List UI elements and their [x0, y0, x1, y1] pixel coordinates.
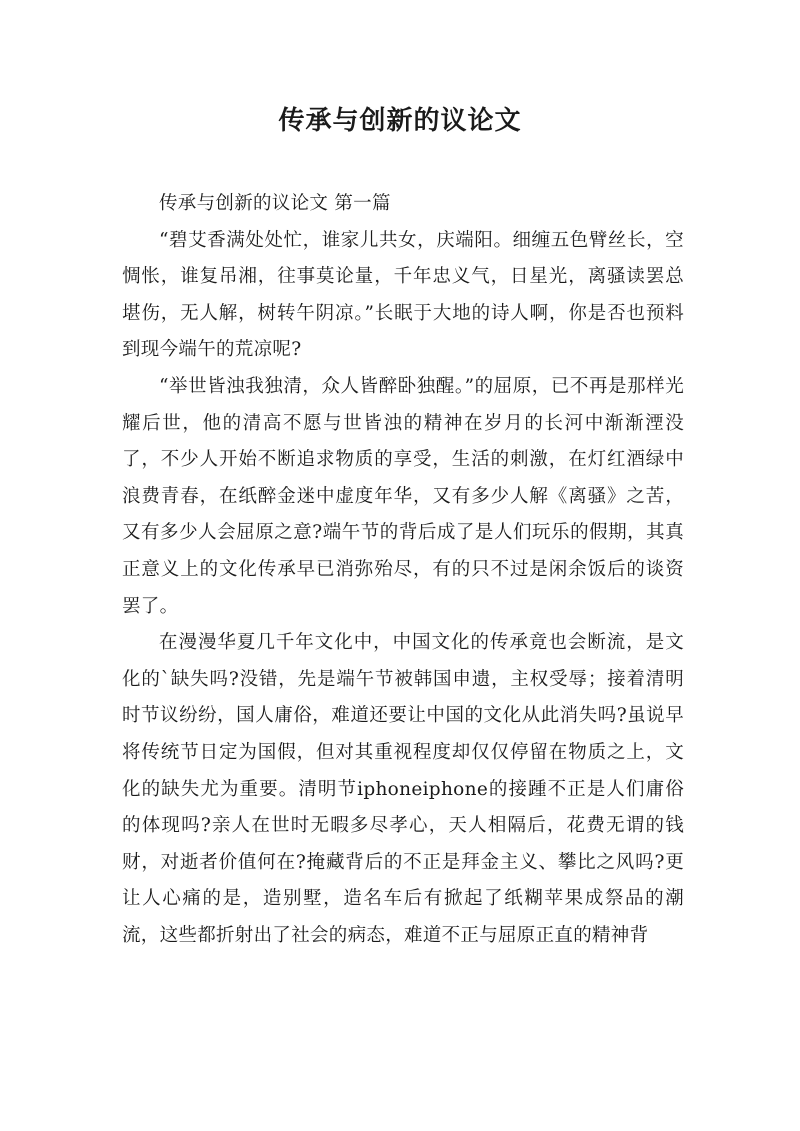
- paragraph-2: “举世皆浊我独清，众人皆醉卧独醒。”的屈原，已不再是那样光耀后世，他的清高不愿与世皆浊的精神在岁月的长河中渐渐湮没了，不少人开始不断追求物质的享受，生活的刺激，在灯红酒绿中浪费青春，在纸醉金迷中虚度年华，又有多少人解《离骚》之苦，又有多少人会屈原之意?端午节的背后成了是人们玩乐的假期，其真正意义上的文化传承早已消弥殆尽，有的只不过是闲余饭后的谈资罢了。: [122, 375, 684, 617]
- section-heading: 传承与创新的议论文 第一篇: [159, 193, 391, 214]
- paragraph-1: “碧艾香满处处忙，谁家儿共女，庆端阳。细缠五色臂丝长，空惆怅，谁复吊湘，往事莫论量，千年忠义气，日星光，离骚读罢总堪伤，无人解，树转午阴凉。”长眠于大地的诗人啊，你是否也预料到现今端午的荒凉呢?: [122, 229, 684, 361]
- paragraph-3: 在漫漫华夏几千年文化中，中国文化的传承竟也会断流，是文化的`缺失吗?没错，先是端午节被韩国申遗，主权受辱；接着清明时节议纷纷，国人庸俗，难道还要让中国的文化从此消失吗?虽说早将传统节日定为国假，但对其重视程度却仅仅停留在物质之上，文化的缺失尤为重要。清明节iphoneiphone的接踵不正是人们庸俗的体现吗?亲人在世时无暇多尽孝心，天人相隔后，花费无谓的钱财，对逝者价值何在?掩藏背后的不正是拜金主义、攀比之风吗?更让人心痛的是，造别墅，造名车后有掀起了纸糊苹果成祭品的潮流，这些都折射出了社会的病态，难道不正与屈原正直的精神背: [122, 632, 684, 946]
- page-title: 传承与创新的议论文: [278, 106, 522, 136]
- document-body: [122, 186, 684, 954]
